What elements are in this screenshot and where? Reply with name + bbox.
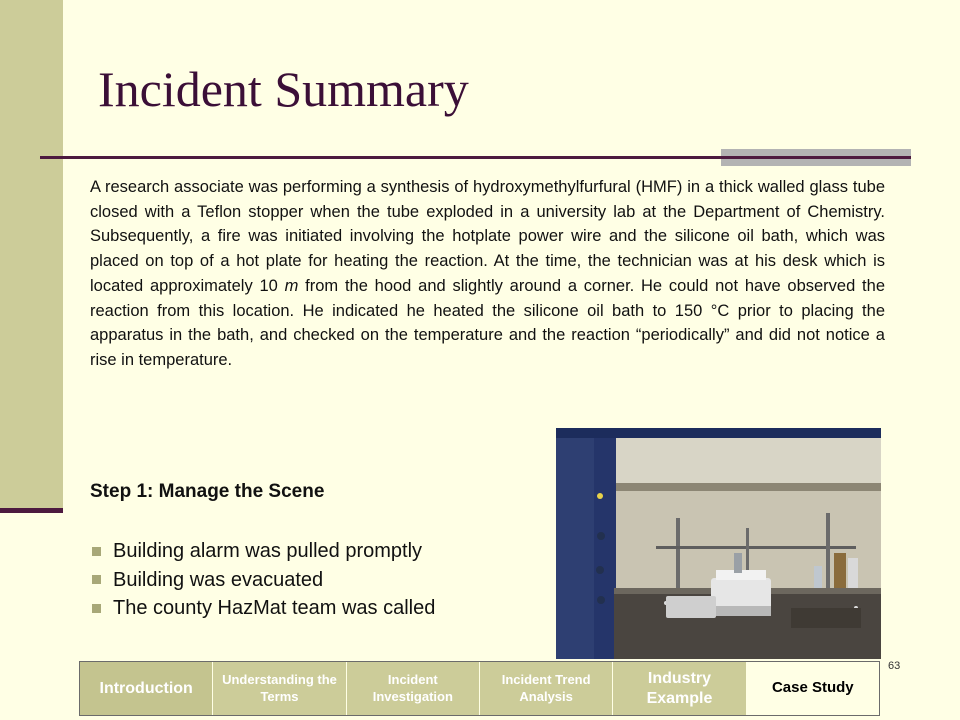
nav-tab-incident-trend-analysis[interactable]: Incident Trend Analysis: [480, 662, 613, 715]
nav-tab-introduction[interactable]: Introduction: [80, 662, 213, 715]
page-number: 63: [888, 660, 901, 672]
square-bullet-icon: [92, 575, 101, 584]
bullet-text: Building alarm was pulled promptly: [113, 540, 423, 562]
nav-tab-case-study[interactable]: Case Study: [747, 662, 879, 715]
square-bullet-icon: [92, 604, 101, 613]
nav-tab-understanding-the-terms[interactable]: Understanding the Terms: [213, 662, 346, 715]
title-rule-accent-bottom: [721, 159, 911, 166]
list-item: [90, 566, 435, 595]
description-part-1: A research associate was performing a synthesis of hydroxymethylfurfural (HMF) in a thick walled glass tube closed with a Teflon stopper when the tube exploded in a university lab at the Department of Chemistry. Subsequently, a fire was initiated involving the hotplate power wire and the silicone oil bath, which was placed on top of a hot plate for heating the reaction. At the time, the technician was at his desk which is located approximately 10: [90, 178, 885, 295]
left-decorative-tick: [0, 508, 63, 513]
bullet-text: The county HazMat team was called: [113, 597, 436, 619]
nav-tab-industry-example[interactable]: Industry Example: [613, 662, 746, 715]
list-item: [90, 594, 435, 623]
left-decorative-band: [0, 0, 63, 508]
bullet-text: Building was evacuated: [113, 568, 324, 591]
description-unit: m: [284, 276, 299, 295]
slide-title: Incident Summary: [98, 61, 469, 117]
description-part-2: from the hood and slightly around a corner. He could not have observed the reaction from this location. He indicated he heated the silicone oil bath to 150 °C prior to placing the apparatus in the bath, and checked on the temperature and the reaction “periodically” and did not notice a rise in temperature.: [90, 276, 885, 369]
list-item: [90, 537, 435, 566]
nav-tab-incident-investigation[interactable]: Incident Investigation: [347, 662, 480, 715]
title-rule-accent-top: [721, 149, 911, 156]
step-bullet-list: [90, 537, 435, 623]
square-bullet-icon: [92, 547, 101, 556]
section-navigation-bar: [79, 661, 880, 716]
incident-description: [90, 175, 885, 373]
step-heading: Step 1: Manage the Scene: [90, 481, 325, 502]
fume-hood-photo: [556, 428, 881, 659]
